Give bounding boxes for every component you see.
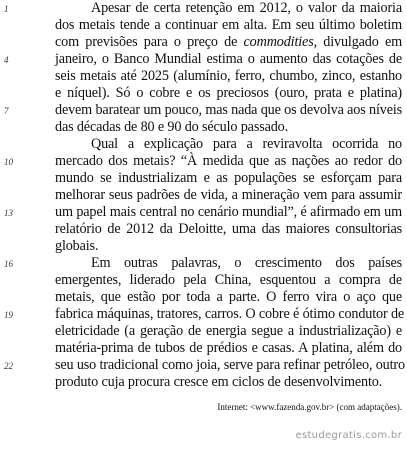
text-line: melhorar seus padrões de vida, a mineração vem para assumir — [55, 187, 402, 203]
line-number: 13 — [4, 208, 13, 218]
text-line: Apesar de certa retenção em 2012, o valor da maioria — [91, 0, 402, 16]
text-line: fabrica máquinas, tratores, carros. O cobre é ótimo condutor de — [55, 306, 405, 322]
text-line: seis metais até 2025 (alumínio, ferro, chumbo, zinco, estanho — [55, 68, 402, 84]
line-number: 1 — [4, 4, 9, 14]
text-line: seu uso tradicional como joia, serve para refinar petróleo, outro — [55, 357, 405, 373]
text-line: eletricidade (a geração de energia segue a industrialização) e — [55, 323, 402, 339]
text-line: globais. — [55, 238, 99, 254]
text-line: Em outras palavras, o crescimento dos países — [91, 255, 402, 271]
text-line: mundo se industrializam e as populações se esforçam para — [55, 170, 402, 186]
text-line: um papel mais central no cenário mundial”, é afirmado em um — [55, 204, 402, 220]
text-line: produto cuja procura cresce em ciclos de desenvolvimento. — [55, 374, 383, 390]
text-line: dos metais tende a continuar em alta. Em seu último boletim — [55, 17, 402, 33]
text-line: com previsões para o preço de commodities, divulgado em — [55, 34, 402, 50]
text-line: Qual a explicação para a reviravolta ocorrida no — [91, 136, 402, 152]
text-line: janeiro, o Banco Mundial estima o aumento das cotações de — [55, 51, 402, 67]
line-number: 7 — [4, 106, 9, 116]
text-line: das décadas de 80 e 90 do século passado. — [55, 119, 288, 135]
text-line: relatório de 2012 da Deloitte, uma das maiores consultorias — [55, 221, 402, 237]
line-number: 19 — [4, 310, 13, 320]
site-watermark: estudegratis.com.br — [295, 430, 402, 441]
text-line: emergentes, liderado pela China, esquentou a compra de — [55, 272, 402, 288]
text-line: metais, que estão por toda a parte. O ferro vira o aço que — [55, 289, 402, 305]
line-number: 10 — [4, 157, 13, 167]
source-citation: Internet: <www.fazenda.gov.br> (com adaptações). — [217, 402, 402, 412]
text-line: matéria-prima de tubos de prédios e casas. A platina, além do — [55, 340, 402, 356]
line-number: 16 — [4, 259, 13, 269]
text-line: devem baratear um pouco, mas nada que os devolva aos níveis — [55, 102, 402, 118]
text-line: e níquel). Só o cobre e os preciosos (ouro, prata e platina) — [55, 85, 402, 101]
text-line: mercado dos metais? “À medida que as nações ao redor do — [55, 153, 402, 169]
line-number: 22 — [4, 361, 13, 371]
line-number: 4 — [4, 55, 9, 65]
